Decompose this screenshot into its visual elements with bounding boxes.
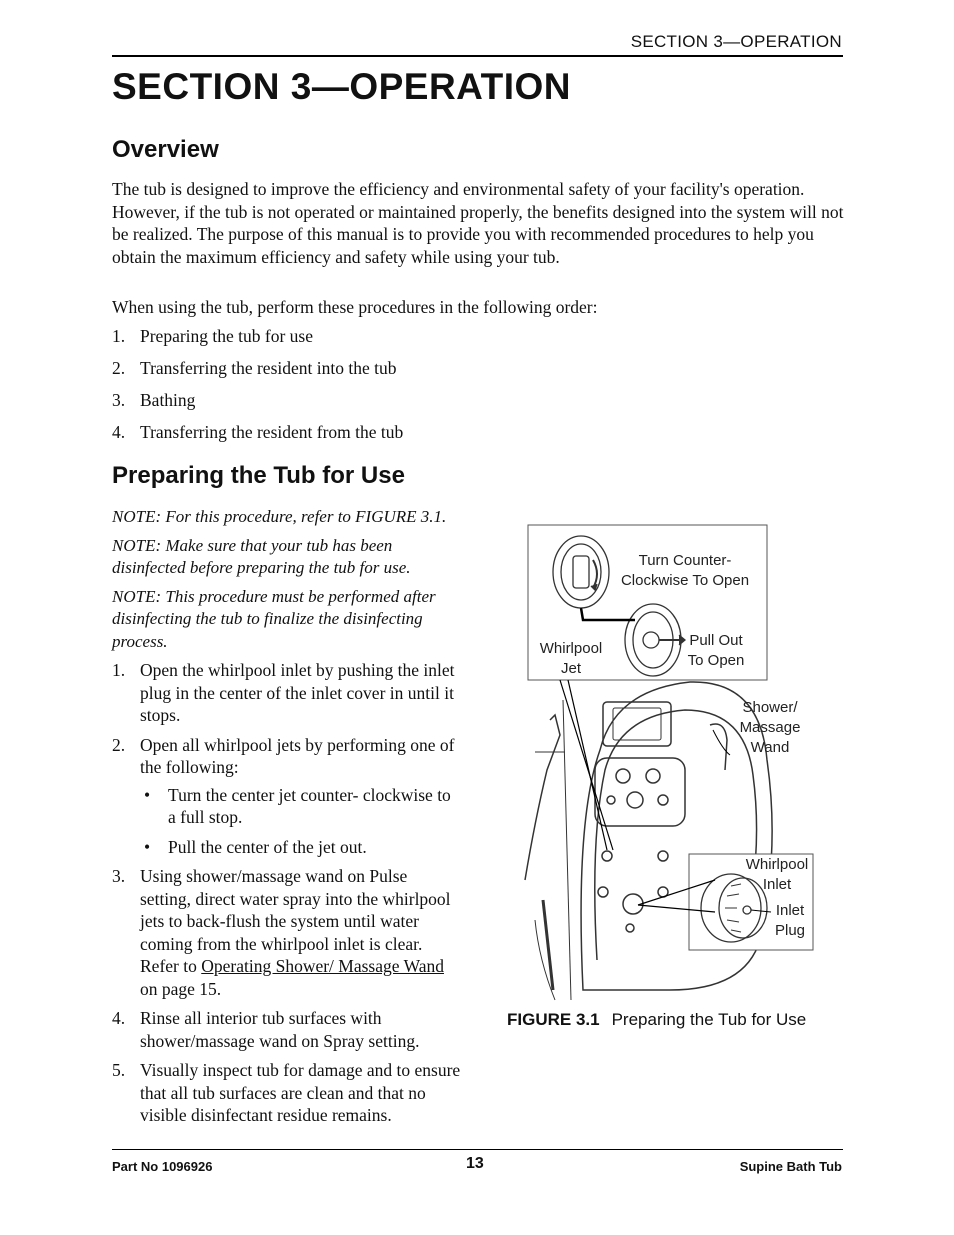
- callout-plug-line2: Plug: [774, 922, 806, 939]
- overview-heading: Overview: [112, 136, 219, 163]
- step-text: Open the whirlpool inlet by pushing the inlet plug in the center of the inlet cover in until it stops.: [140, 660, 455, 725]
- step-text: Open all whirlpool jets by performing one of the following:: [140, 734, 455, 777]
- callout-wand-line3: Wand: [750, 739, 790, 756]
- list-item: [140, 784, 462, 829]
- jet-options-list: [140, 784, 462, 859]
- cross-reference-link[interactable]: Operating Shower/ Massage Wand: [201, 956, 444, 976]
- procedure-step-2: [112, 734, 462, 859]
- step-text: Bathing: [140, 390, 196, 410]
- callout-jet-line2: Jet: [560, 660, 582, 677]
- procedure-step-1: [112, 659, 462, 727]
- header-rule: [112, 55, 843, 57]
- note-figure-ref: NOTE: For this procedure, refer to FIGURE 3.1.: [112, 507, 447, 526]
- procedure-step-3: [112, 865, 462, 1000]
- bullet-text: Turn the center jet counter- clockwise to a full stop.: [168, 784, 451, 827]
- step-number: 3.: [112, 866, 126, 886]
- figure-caption-label: FIGURE 3.1: [507, 1010, 600, 1029]
- list-item: [112, 389, 812, 421]
- preparing-steps-list: [112, 659, 462, 1127]
- procedure-step-5: [112, 1059, 462, 1127]
- footer-product-name: Supine Bath Tub: [739, 1159, 842, 1174]
- step-text: Preparing the tub for use: [140, 326, 314, 346]
- step-number: 2.: [112, 734, 126, 755]
- step-number: 1.: [112, 660, 126, 680]
- callout-pull-line2: To Open: [687, 652, 745, 669]
- callout-wand-line2: Massage: [739, 719, 801, 736]
- figure-tub-illustration: [505, 520, 845, 1010]
- note-after-disinfecting: NOTE: This procedure must be performed after disinfecting the tub to finalize the disinfecting process.: [112, 586, 436, 651]
- step-text: Visually inspect tub for damage and to ensure that all tub surfaces are clean and that no visible disinfectant residue remains.: [140, 1060, 461, 1125]
- step-text: Transferring the resident from the tub: [140, 422, 404, 442]
- overview-steps-list: [112, 325, 812, 453]
- procedure-step-4: [112, 1007, 462, 1052]
- jet-leader-line-1: [560, 680, 613, 850]
- overview-paragraph: The tub is designed to improve the efficiency and environmental safety of your facility's operation. However, if the tub is not operated or maintained properly, the benefits designed into the system will not be realized. The purpose of this manual is to provide you with recommended procedures to help you obtain the maximum efficiency and safety while using your tub.: [112, 179, 844, 267]
- bullet-marker: •: [144, 836, 151, 857]
- step-number: 2.: [112, 358, 126, 378]
- list-item: [140, 836, 462, 859]
- preparing-heading: Preparing the Tub for Use: [112, 462, 405, 489]
- step-text: Rinse all interior tub surfaces with shower/massage wand on Spray setting.: [140, 1008, 420, 1051]
- footer-rule: [112, 1149, 843, 1150]
- order-intro: When using the tub, perform these procedures in the following order:: [112, 297, 598, 317]
- bullet-marker: •: [144, 784, 151, 805]
- step-text-suffix: on page 15.: [140, 978, 222, 999]
- step-number: 1.: [112, 326, 126, 346]
- step-number: 4.: [112, 422, 126, 442]
- list-item: [112, 357, 812, 389]
- callout-inlet-line1: Whirlpool: [745, 856, 809, 873]
- running-header: SECTION 3—OPERATION: [630, 32, 842, 51]
- step-text: Transferring the resident into the tub: [140, 358, 397, 378]
- step-text: Using shower/massage wand on Pulse setting, direct water spray into the whirlpool jets to back-flush the system until water coming from the whirlpool inlet is clear. Refer to: [140, 866, 451, 976]
- callout-wand-line1: Shower/: [742, 699, 798, 716]
- footer-part-number: Part No 1096926: [112, 1159, 213, 1174]
- step-number: 5.: [112, 1060, 126, 1080]
- callout-plug-line1: Inlet: [775, 902, 805, 919]
- callout-turn-line2: Clockwise To Open: [620, 572, 750, 589]
- jet-leader-line-2: [568, 680, 607, 850]
- list-item: [112, 421, 812, 453]
- tub-body-drawing: [525, 682, 772, 1000]
- callout-inlet-line2: Inlet: [762, 876, 792, 893]
- callout-pull-line1: Pull Out: [689, 632, 743, 649]
- note-disinfected: NOTE: Make sure that your tub has been disinfected before preparing the tub for use.: [112, 535, 411, 577]
- figure-caption-text: Preparing the Tub for Use: [611, 1010, 807, 1029]
- callout-turn-line1: Turn Counter-: [638, 552, 732, 569]
- list-item: [112, 325, 812, 357]
- step-number: 4.: [112, 1008, 126, 1028]
- bullet-text: Pull the center of the jet out.: [168, 836, 367, 857]
- preparing-column: [112, 506, 462, 1134]
- section-title: SECTION 3—OPERATION: [112, 66, 572, 107]
- figure-caption: [507, 1010, 806, 1030]
- footer-page-number: 13: [466, 1155, 484, 1172]
- step-number: 3.: [112, 390, 126, 410]
- callout-jet-line1: Whirlpool: [539, 640, 603, 657]
